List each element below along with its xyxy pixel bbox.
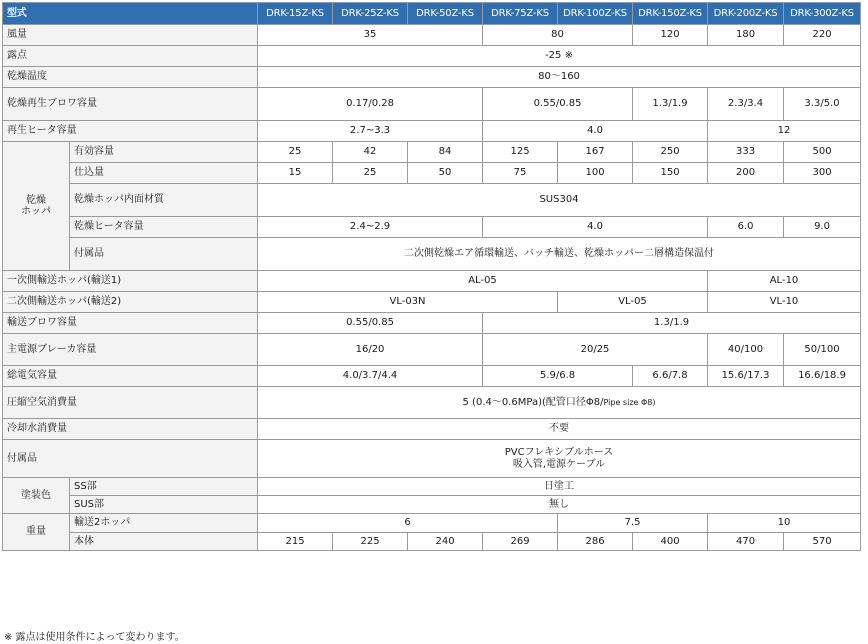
row-label: SUS部 [70,496,258,514]
cell: 2.3/3.4 [708,88,784,121]
cell: 250 [633,142,708,163]
cell: 400 [633,533,708,551]
cell: 570 [784,533,861,551]
row-label: 有効容量 [70,142,258,163]
cell: 470 [708,533,784,551]
cell: -25 ※ [258,46,861,67]
cell [258,440,861,478]
cell: 220 [784,25,861,46]
compressed-air-pipe-size: Pipe size Φ8) [603,397,656,407]
spec-table [2,2,861,551]
cell: 35 [258,25,483,46]
cell: 6 [258,514,558,533]
row-compressed-air [3,387,861,419]
cell: 333 [708,142,784,163]
model-header: DRK-200Z-KS [708,3,784,25]
row-label: 主電源ブレーカ容量 [3,334,258,366]
cell: 4.0 [483,217,708,238]
cell: 日塗工 [258,478,861,496]
cell: 40/100 [708,334,784,366]
cell: 無し [258,496,861,514]
cell: 15 [258,163,333,184]
row-label: 一次側輸送ホッパ(輸送1) [3,271,258,292]
row-label: 露点 [3,46,258,67]
row-transport-blower [3,313,861,334]
row-label: 乾燥ホッパ内面材質 [70,184,258,217]
cell: 50 [408,163,483,184]
cell: 200 [708,163,784,184]
cell: 80 [483,25,633,46]
row-regen-heater [3,121,861,142]
cell: 100 [558,163,633,184]
row-label: 輸送ブロワ容量 [3,313,258,334]
row-label: 二次側輸送ホッパ(輸送2) [3,292,258,313]
cell: 225 [333,533,408,551]
cell: 16/20 [258,334,483,366]
row-accessories [3,440,861,478]
model-header: DRK-25Z-KS [333,3,408,25]
model-header: DRK-100Z-KS [558,3,633,25]
cell: 180 [708,25,784,46]
row-secondary-hopper [3,292,861,313]
row-label: 冷却水消費量 [3,419,258,440]
cell: 300 [784,163,861,184]
cell: 2.4~2.9 [258,217,483,238]
cell: 12 [708,121,861,142]
row-cooling-water [3,419,861,440]
cell: 6.0 [708,217,784,238]
cell: 269 [483,533,558,551]
cell: 120 [633,25,708,46]
cell: VL-03N [258,292,558,313]
cell: 20/25 [483,334,708,366]
cell: 150 [633,163,708,184]
cell: 9.0 [784,217,861,238]
cell: SUS304 [258,184,861,217]
cell: 16.6/18.9 [784,366,861,387]
cell: 84 [408,142,483,163]
accessories-line-1: PVCフレキシブルホース [504,447,614,458]
group-label-hopper [3,142,70,271]
row-label: 圧縮空気消費量 [3,387,258,419]
row-label: 仕込量 [70,163,258,184]
row-primary-hopper [3,271,861,292]
compressed-air-value: 5 (0.4～0.6MPa)(配管口径Φ8/ [462,396,604,408]
footnote: ※ 露点は使用条件によって変わります。 [4,632,185,643]
cell: 25 [333,163,408,184]
cell: 1.3/1.9 [633,88,708,121]
row-label: 風量 [3,25,258,46]
cell: 215 [258,533,333,551]
cell [258,387,861,419]
cell: 167 [558,142,633,163]
row-label: 輸送2ホッパ [70,514,258,533]
row-label: 乾燥温度 [3,67,258,88]
cell: VL-05 [558,292,708,313]
row-hopper-heater [3,217,861,238]
row-breaker [3,334,861,366]
row-air-volume [3,25,861,46]
row-hopper-effective [3,142,861,163]
cell: 6.6/7.8 [633,366,708,387]
row-hopper-charge [3,163,861,184]
cell: 500 [784,142,861,163]
row-paint-sus [3,496,861,514]
cell: 0.55/0.85 [258,313,483,334]
cell: 240 [408,533,483,551]
header-row [3,3,861,25]
cell: 2.7~3.3 [258,121,483,142]
cell: 80～160 [258,67,861,88]
accessories-line-2: 吸入管,電源ケーブル [512,458,606,470]
cell: 286 [558,533,633,551]
row-label: 再生ヒータ容量 [3,121,258,142]
row-hopper-material [3,184,861,217]
row-label: 乾燥ヒータ容量 [70,217,258,238]
row-total-power [3,366,861,387]
row-dry-temp [3,67,861,88]
cell: 25 [258,142,333,163]
cell: AL-05 [258,271,708,292]
cell: 3.3/5.0 [784,88,861,121]
cell: AL-10 [708,271,861,292]
cell: 1.3/1.9 [483,313,861,334]
cell: 0.55/0.85 [483,88,633,121]
row-label: 本体 [70,533,258,551]
row-regen-blower [3,88,861,121]
row-dew-point [3,46,861,67]
group-label-text: 乾燥 ホッパ [21,194,51,217]
cell: 10 [708,514,861,533]
cell: 50/100 [784,334,861,366]
cell: 5.9/6.8 [483,366,633,387]
cell: 0.17/0.28 [258,88,483,121]
group-label-paint: 塗装色 [3,478,70,514]
cell: VL-10 [708,292,861,313]
cell: 不要 [258,419,861,440]
header-label: 型式 [3,3,258,25]
cell: 7.5 [558,514,708,533]
row-hopper-accessories [3,238,861,271]
row-label: 総電気容量 [3,366,258,387]
cell: 4.0/3.7/4.4 [258,366,483,387]
row-label: 乾燥再生ブロワ容量 [3,88,258,121]
cell: 15.6/17.3 [708,366,784,387]
row-weight-body [3,533,861,551]
row-label: SS部 [70,478,258,496]
cell: 二次側乾燥エア循環輸送、バッチ輸送、乾燥ホッパー二層構造保温付 [258,238,861,271]
cell: 125 [483,142,558,163]
cell: 75 [483,163,558,184]
row-weight-transport2 [3,514,861,533]
group-label-weight: 重量 [3,514,70,551]
model-header: DRK-150Z-KS [633,3,708,25]
row-label: 付属品 [70,238,258,271]
model-header: DRK-75Z-KS [483,3,558,25]
model-header: DRK-50Z-KS [408,3,483,25]
cell: 4.0 [483,121,708,142]
model-header: DRK-15Z-KS [258,3,333,25]
row-label: 付属品 [3,440,258,478]
row-paint-ss [3,478,861,496]
cell: 42 [333,142,408,163]
model-header: DRK-300Z-KS [784,3,861,25]
